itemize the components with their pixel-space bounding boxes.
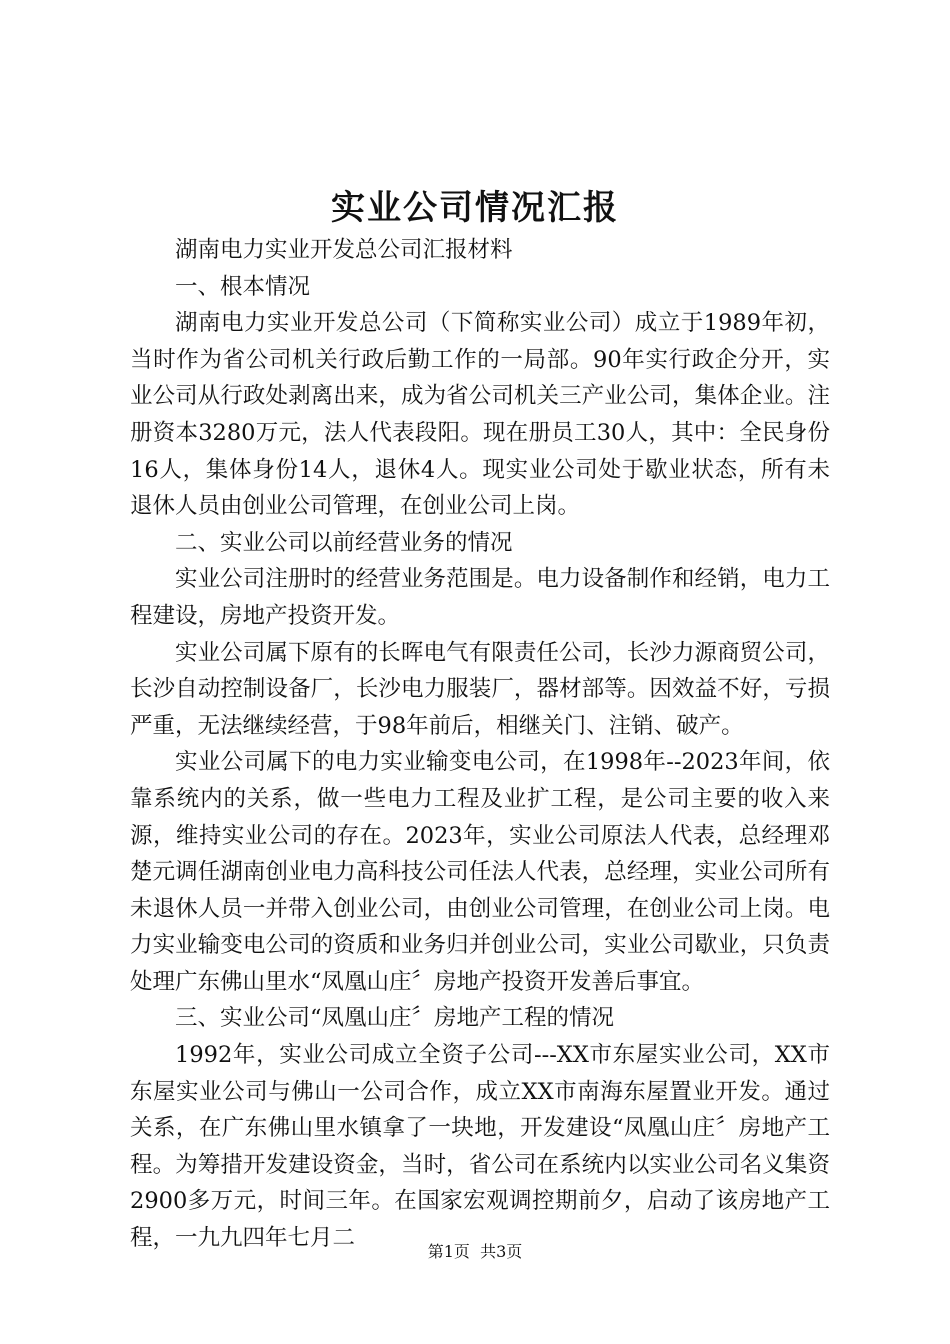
document-body	[130, 232, 830, 1257]
page-total: 共3页	[480, 1242, 523, 1261]
paragraph-business-scope: 实业公司注册时的经营业务范围是。电力设备制作和经销，电力工程建设，房地产投资开发。	[130, 566, 830, 629]
document-title: 实业公司情况汇报	[331, 188, 619, 228]
page-number: 第1页	[427, 1242, 470, 1261]
page-footer	[0, 1240, 950, 1264]
section-heading-past-business: 二、实业公司以前经营业务的情况	[175, 529, 513, 556]
paragraph-real-estate-project: 1992年，实业公司成立全资子公司---XX市东屋实业公司，XX市东屋实业公司与佛山一公司合作，成立XX市南海东屋置业开发。通过关系，在广东佛山里水镇拿了一块地，开发建设“凤凰山庄〞房地产工程。为筹措开发建设资金，当时，省公司在系统内以实业公司名义集资2900多万元，时间三年。在国家宏观调控期前夕，启动了该房地产工程，一九九四年七月二	[130, 1042, 830, 1252]
paragraph-transmission-company: 实业公司属下的电力实业输变电公司，在1998年--2023年间，依靠系统内的关系，做一些电力工程及业扩工程，是公司主要的收入来源，维持实业公司的存在。2023年，实业公司原法人代表，总经理邓楚元调任湖南创业电力高科技公司任法人代表，总经理，实业公司所有未退休人员一并带入创业公司，由创业公司管理，在创业公司上岗。电力实业输变电公司的资质和业务归并创业公司，实业公司歇业，只负责处理广东佛山里水“凤凰山庄〞房地产投资开发善后事宜。	[130, 749, 830, 995]
paragraph-subtitle: 湖南电力实业开发总公司汇报材料	[175, 237, 513, 263]
section-heading-basic-situation: 一、根本情况	[175, 273, 311, 300]
paragraph-basic-situation: 湖南电力实业开发总公司（下简称实业公司）成立于1989年初，当时作为省公司机关行政后勤工作的一局部。90年实行政企分开，实业公司从行政处剥离出来，成为省公司机关三产业公司，集体企业。注册资本3280万元，法人代表段阳。现在册员工30人，其中：全民身份16人，集体身份14人，退休4人。现实业公司处于歇业状态，所有未退休人员由创业公司管理，在创业公司上岗。	[130, 310, 830, 520]
paragraph-subsidiaries: 实业公司属下原有的长晖电气有限责任公司，长沙力源商贸公司，长沙自动控制设备厂，长沙电力服装厂，器材部等。因效益不好，亏损严重，无法继续经营，于98年前后，相继关门、注销、破产。	[130, 639, 830, 739]
section-heading-real-estate-project: 三、实业公司“凤凰山庄〞房地产工程的情况	[175, 1005, 615, 1032]
footer-separator	[470, 1242, 480, 1261]
